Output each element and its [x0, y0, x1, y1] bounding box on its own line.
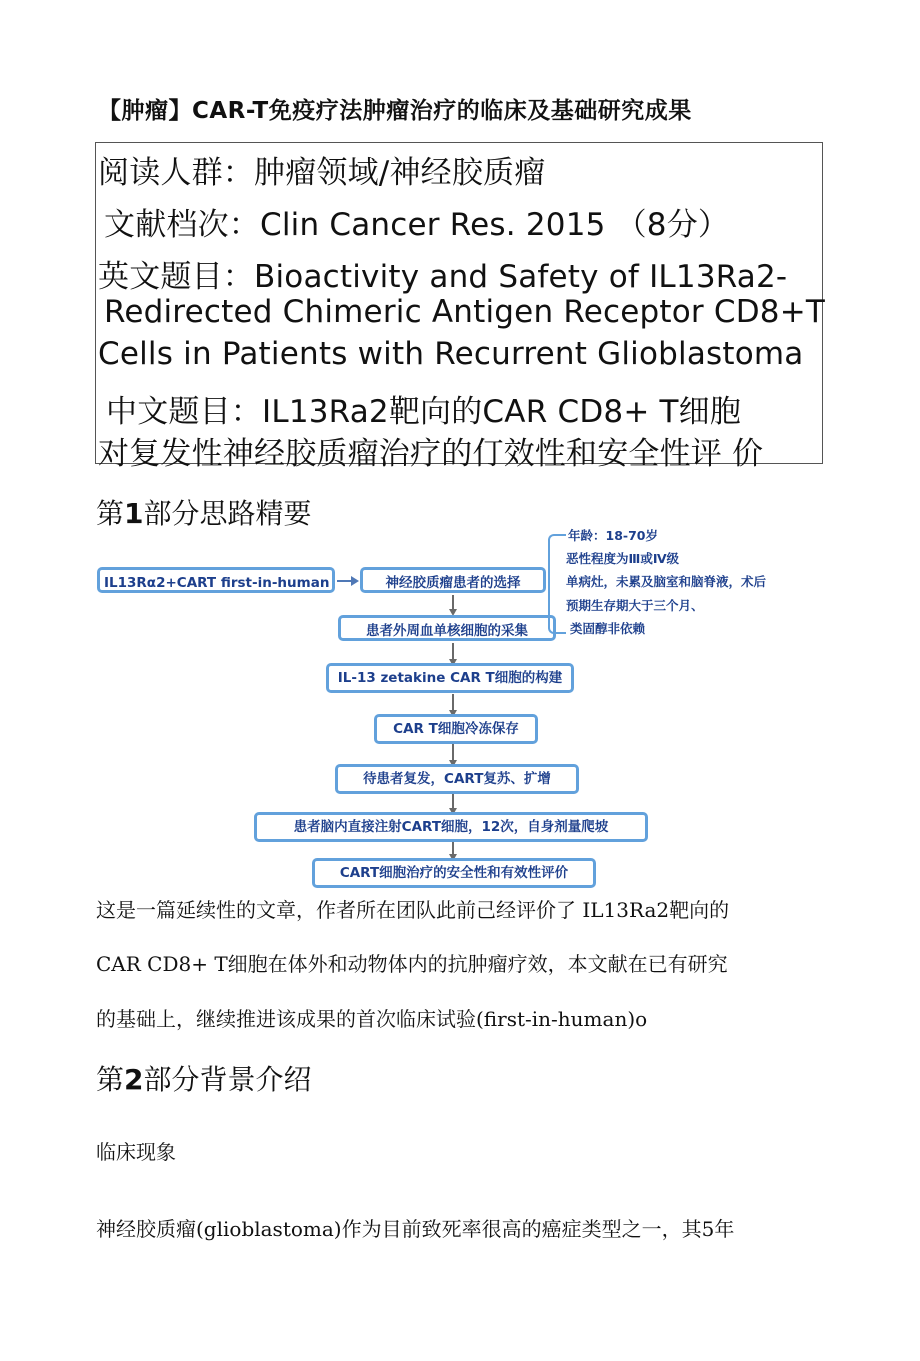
english-title-line-2: Redirected Chimeric Antigen Receptor CD8+T: [104, 294, 826, 330]
flow-arrow-down-2: [452, 643, 454, 663]
flow-step-6: 患者脑内直接注射CART细胞，12次，自身剂量爬坡: [254, 812, 648, 842]
section-1-paragraph-line-2: CAR CD8+ T细胞在体外和动物体内的抗肿瘤疗效，本文献在已有研究: [96, 952, 728, 976]
criteria-bracket: [548, 534, 566, 634]
criteria-steroid: 类固醇非依赖: [570, 621, 646, 636]
english-title-line-3: Cells in Patients with Recurrent Glioblastoma: [98, 336, 804, 372]
criteria-survival: 预期生存期大于三个月、: [566, 598, 704, 613]
chinese-title-line-2: 对复发性神经胶质瘤治疗的仃效性和安全性评 价: [98, 436, 764, 472]
criteria-age: 年龄：18-70岁: [568, 528, 658, 543]
section-1-heading: 第1部分思路精要: [96, 497, 312, 530]
english-title-line-1: 英文题目：Bioactivity and Safety of IL13Ra2-: [98, 259, 788, 295]
chinese-title-line-1: 中文题目：IL13Ra2靶向的CAR CD8+ T细胞: [106, 394, 742, 430]
flow-arrow-down-1: [452, 595, 454, 613]
section-1-paragraph-line-1: 这是一篇延续性的文章，作者所在团队此前己经评价了 IL13Ra2靶向的: [96, 898, 730, 922]
flow-step-3: IL-13 zetakine CAR T细胞的构建: [326, 663, 574, 693]
flow-arrow-down-4: [452, 744, 454, 764]
flow-step-1: 神经胶质瘤患者的选择: [360, 567, 546, 593]
flow-step-2: 患者外周血单核细胞的采集: [338, 615, 556, 641]
article-info-box: [95, 142, 826, 472]
criteria-lesion: 单病灶，未累及脑室和脑脊液，术后: [566, 574, 767, 589]
flow-arrow-down-3: [452, 694, 454, 714]
flow-arrow-down-6: [452, 842, 454, 858]
readers-line: 阅读人群：肿瘤领域/神经胶质瘤: [98, 155, 546, 191]
section-1-paragraph-line-3: 的基础上，继续推进该成果的首次临床试验(first-in-human)o: [96, 1007, 648, 1031]
flowchart: [0, 520, 920, 890]
flow-step-4: CAR T细胞冷冻保存: [374, 714, 538, 744]
section-2-paragraph-line-1: 神经胶质瘤(glioblastoma)作为目前致死率很高的癌症类型之一，其5年: [96, 1217, 735, 1241]
document-title: 【肿瘤】CAR-T免疫疗法肿瘤治疗的临床及基础研究成果: [98, 98, 692, 124]
section-2-subheading: 临床现象: [96, 1140, 176, 1164]
criteria-grade: 恶性程度为Ⅲ或Ⅳ级: [566, 551, 680, 566]
section-2-heading: 第2部分背景介绍: [96, 1063, 312, 1096]
flow-start-box: IL13Rα2+CART first-in-human: [97, 567, 335, 593]
flow-arrow-down-5: [452, 794, 454, 812]
flow-step-5: 待患者复发，CART复苏、扩增: [335, 764, 579, 794]
journal-level-line: 文献档次：Clin Cancer Res. 2015 （8分）: [104, 207, 730, 243]
flow-step-7: CART细胞治疗的安全性和有效性评价: [312, 858, 596, 888]
flow-arrow-right: [337, 580, 357, 582]
